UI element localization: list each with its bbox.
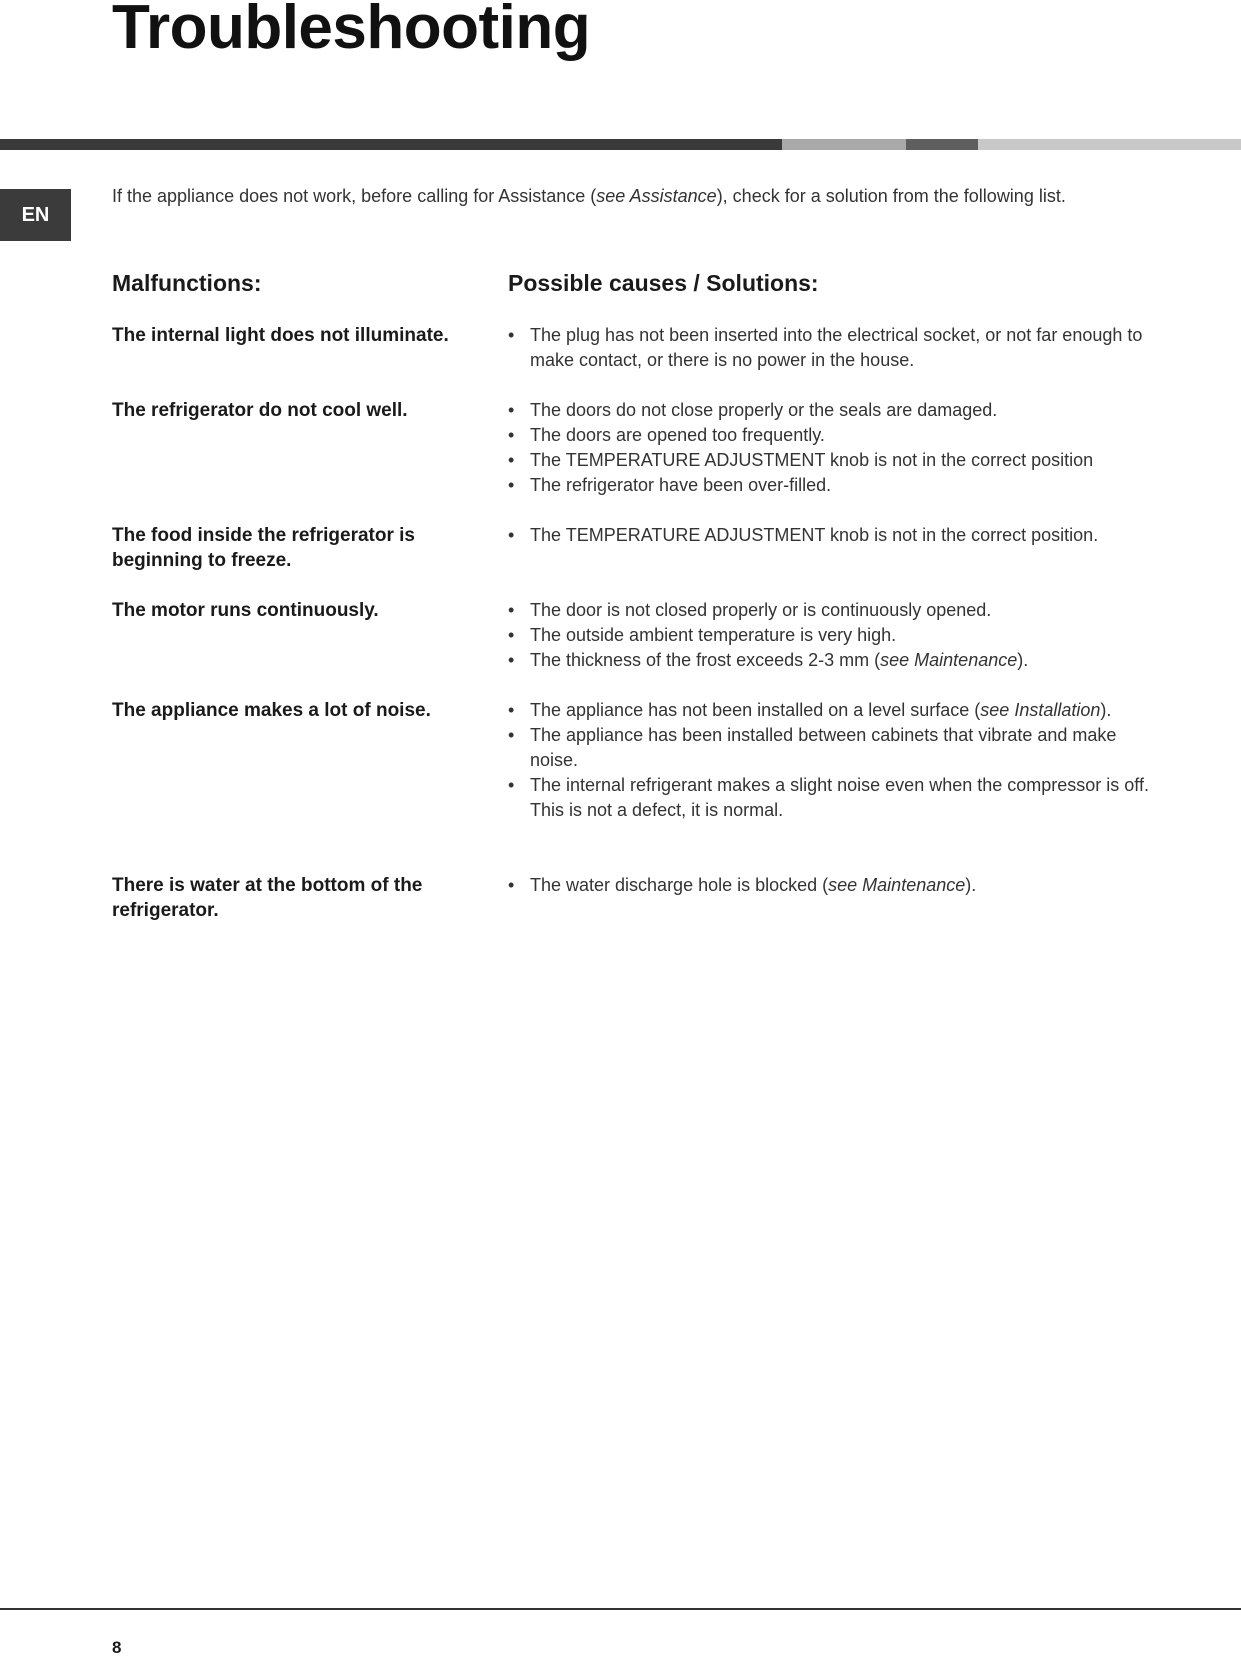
header-bar-mid: [906, 139, 978, 150]
page-number: 8: [112, 1638, 122, 1657]
solution-item: • The TEMPERATURE ADJUSTMENT knob is not in the correct position: [508, 448, 1168, 473]
malfunction-label: The appliance makes a lot of noise.: [112, 700, 431, 721]
reference-link: see Maintenance: [828, 875, 966, 895]
bullet-icon: •: [508, 425, 515, 445]
header-bar-light: [782, 139, 906, 150]
solution-item: • The appliance has not been installed on a level surface (see Installation).: [508, 698, 1168, 723]
solutions-list: [508, 398, 1168, 498]
intro-before: If the appliance does not work, before calling for Assistance (: [112, 186, 597, 206]
malfunction-label: The motor runs continuously.: [112, 600, 379, 621]
solutions-list: [508, 323, 1168, 373]
solution-item: • The plug has not been inserted into the electrical socket, or not far enough to make contact, or there is no power in the house.: [508, 325, 1143, 370]
bullet-icon: •: [508, 875, 515, 895]
malfunction-label: There is water at the bottom of the refrigerator.: [112, 875, 423, 921]
header-bar-pale: [978, 139, 1241, 150]
malfunctions-header: Malfunctions:: [112, 270, 262, 296]
reference-link: see Installation: [980, 700, 1101, 720]
intro-after: ), check for a solution from the following list.: [716, 186, 1066, 206]
language-tab: EN: [0, 189, 71, 241]
solution-item: • The appliance has been installed between cabinets that vibrate and make noise.: [508, 725, 1117, 770]
solutions-list: [508, 873, 1168, 898]
malfunction-label: The food inside the refrigerator is beginning to freeze.: [112, 525, 415, 571]
solutions-header: Possible causes / Solutions:: [508, 270, 819, 296]
bullet-icon: •: [508, 450, 515, 470]
solution-item: • The thickness of the frost exceeds 2-3 mm (see Maintenance).: [508, 648, 1168, 673]
solution-item: • The refrigerator have been over-filled.: [508, 473, 1168, 498]
bullet-icon: •: [508, 775, 515, 795]
bullet-icon: •: [508, 525, 515, 545]
solution-item: • The doors are opened too frequently.: [508, 423, 1168, 448]
malfunction-label: The internal light does not illuminate.: [112, 325, 449, 346]
header-bar-dark: [0, 139, 782, 150]
malfunction-label: The refrigerator do not cool well.: [112, 400, 408, 421]
bullet-icon: •: [508, 625, 515, 645]
reference-link: see Maintenance: [880, 650, 1018, 670]
bullet-icon: •: [508, 400, 515, 420]
page-title: Troubleshooting: [112, 0, 591, 62]
bullet-icon: •: [508, 325, 515, 345]
intro-link: see Assistance: [596, 186, 717, 206]
bullet-icon: •: [508, 475, 515, 495]
solutions-list: [508, 698, 1168, 823]
intro-text: [112, 186, 1232, 207]
solution-item: • The door is not closed properly or is continuously opened.: [508, 598, 1168, 623]
solution-item: • The TEMPERATURE ADJUSTMENT knob is not in the correct position.: [508, 523, 1168, 548]
bullet-icon: •: [508, 600, 515, 620]
solutions-list: [508, 598, 1168, 673]
solutions-list: [508, 523, 1168, 548]
footer-divider: [0, 1608, 1241, 1610]
bullet-icon: •: [508, 650, 515, 670]
solution-item: • The water discharge hole is blocked (see Maintenance).: [508, 873, 1168, 898]
bullet-icon: •: [508, 700, 515, 720]
bullet-icon: •: [508, 725, 515, 745]
solution-item: • The doors do not close properly or the seals are damaged.: [508, 398, 1168, 423]
solution-item: • The outside ambient temperature is very high.: [508, 623, 1168, 648]
solution-item: • The internal refrigerant makes a slight noise even when the compressor is off. This is not a defect, it is normal.: [508, 775, 1149, 820]
